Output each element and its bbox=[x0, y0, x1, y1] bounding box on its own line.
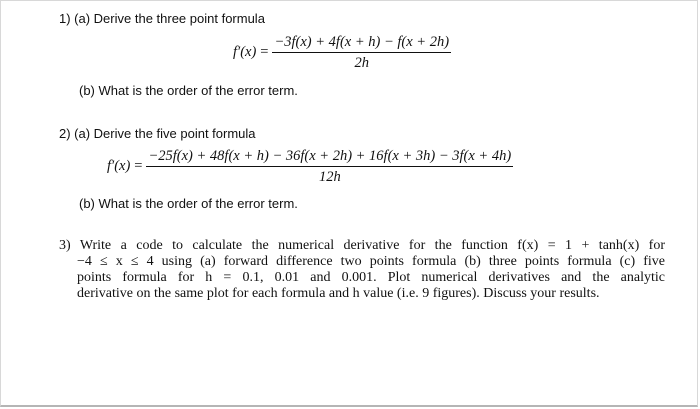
problem1-part-b: (b) What is the order of the error term. bbox=[79, 83, 298, 98]
problem3-line-2: −4 ≤ x ≤ 4 using (a) forward difference two points formula (b) three points formula (c) five bbox=[77, 254, 665, 269]
problem1-part-a: 1) (a) Derive the three point formula bbox=[59, 11, 265, 26]
problem2-formula bbox=[107, 147, 513, 186]
problem2-fraction bbox=[146, 147, 513, 186]
problem2-formula-equals: = bbox=[134, 158, 143, 174]
problem3-line-4: derivative on the same plot for each formula and h value (i.e. 9 figures). Discuss your results. bbox=[77, 286, 600, 301]
problem1-formula-lhs: f′(x) bbox=[233, 44, 257, 60]
problem1-denominator: 2h bbox=[354, 55, 369, 71]
problem1-formula-equals: = bbox=[260, 44, 269, 60]
problem2-part-b: (b) What is the order of the error term. bbox=[79, 196, 298, 211]
problem1-formula bbox=[233, 33, 451, 72]
problem3-line-3: points formula for h = 0.1, 0.01 and 0.001. Plot numerical derivatives and the analytic bbox=[77, 270, 665, 285]
problem3-text bbox=[59, 238, 665, 302]
problem2-numerator: −25f(x) + 48f(x + h) − 36f(x + 2h) + 16f(x + 3h) − 3f(x + 4h) bbox=[146, 147, 513, 167]
problem2-formula-lhs: f′(x) bbox=[107, 158, 131, 174]
problem3-line-1: 3) Write a code to calculate the numerical derivative for the function f(x) = 1 + tanh(x) for bbox=[59, 238, 665, 253]
problem1-fraction bbox=[272, 33, 451, 72]
problem2-part-a: 2) (a) Derive the five point formula bbox=[59, 126, 256, 141]
problem1-numerator: −3f(x) + 4f(x + h) − f(x + 2h) bbox=[272, 33, 451, 53]
problem2-denominator: 12h bbox=[318, 169, 341, 185]
